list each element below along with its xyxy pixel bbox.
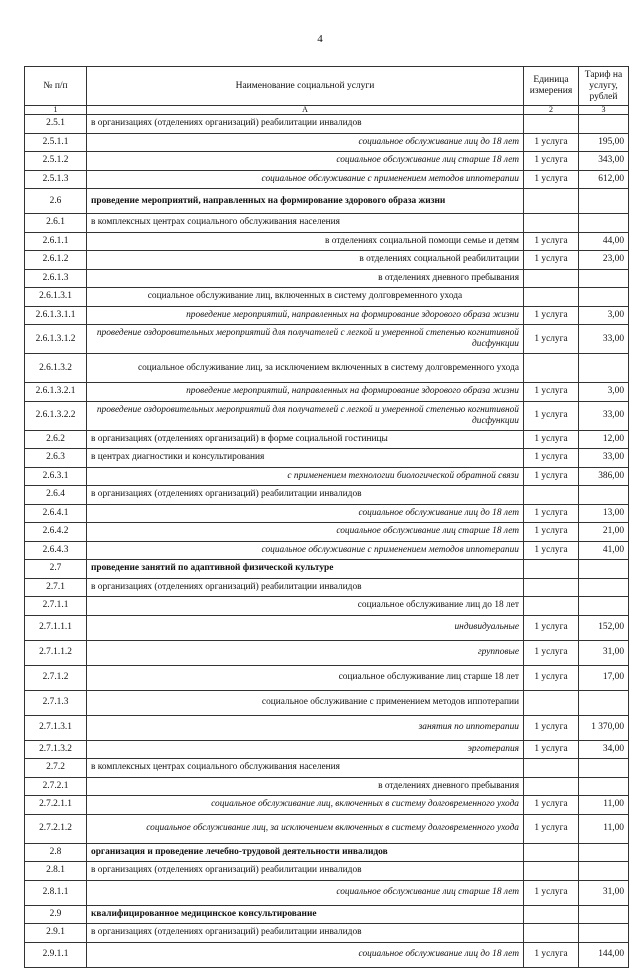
row-unit: 1 услуга (524, 814, 579, 843)
row-unit: 1 услуга (524, 467, 579, 486)
row-number: 2.6.1.3 (25, 269, 87, 288)
row-price (579, 269, 629, 288)
row-price (579, 759, 629, 778)
table-row (25, 288, 629, 307)
row-service-name: социальное обслуживание лиц старше 18 лет (87, 665, 524, 690)
row-service-name: квалифицированное медицинское консультирование (87, 905, 524, 924)
row-unit (524, 189, 579, 214)
row-price: 31,00 (579, 640, 629, 665)
row-unit: 1 услуга (524, 880, 579, 905)
row-unit: 1 услуга (524, 541, 579, 560)
row-unit: 1 услуга (524, 133, 579, 152)
table-row (25, 597, 629, 616)
row-price (579, 597, 629, 616)
row-unit (524, 905, 579, 924)
page-number: 4 (317, 33, 323, 45)
row-number: 2.6.1.2 (25, 251, 87, 270)
row-service-name: в комплексных центрах социального обслуживания населения (87, 759, 524, 778)
table-row (25, 777, 629, 796)
row-price: 3,00 (579, 306, 629, 325)
index-cell: 3 (579, 106, 629, 115)
table-row (25, 115, 629, 134)
header-price: Тариф на услугу, рублей (579, 67, 629, 106)
row-number: 2.8.1 (25, 862, 87, 881)
row-unit: 1 услуга (524, 640, 579, 665)
row-number: 2.7.2.1 (25, 777, 87, 796)
row-number: 2.6 (25, 189, 87, 214)
table-row (25, 401, 629, 430)
row-price: 144,00 (579, 942, 629, 967)
row-number: 2.7.1.3.2 (25, 740, 87, 759)
table-row (25, 430, 629, 449)
row-number: 2.9.1 (25, 924, 87, 943)
row-number: 2.7.1.3 (25, 690, 87, 715)
table-row (25, 354, 629, 383)
table-row (25, 560, 629, 579)
row-service-name: социальное обслуживание лиц, за исключением включенных в систему долговременного ухода (87, 354, 524, 383)
row-service-name: в отделениях дневного пребывания (87, 777, 524, 796)
row-price (579, 214, 629, 233)
row-number: 2.7.1 (25, 578, 87, 597)
table-row (25, 740, 629, 759)
index-cell: А (87, 106, 524, 115)
row-price: 21,00 (579, 523, 629, 542)
row-number: 2.6.2 (25, 430, 87, 449)
row-price (579, 486, 629, 505)
row-price: 11,00 (579, 814, 629, 843)
row-unit (524, 777, 579, 796)
header-num: № п/п (25, 67, 87, 106)
row-number: 2.6.1.3.2.1 (25, 383, 87, 402)
row-unit (524, 843, 579, 862)
row-unit: 1 услуга (524, 383, 579, 402)
table-row (25, 715, 629, 740)
tariff-table-body (25, 67, 629, 968)
row-number: 2.7.1.1 (25, 597, 87, 616)
row-unit: 1 услуга (524, 504, 579, 523)
table-row (25, 862, 629, 881)
row-unit: 1 услуга (524, 942, 579, 967)
table-row (25, 541, 629, 560)
row-service-name: проведение мероприятий, направленных на формирование здорового образа жизни (87, 383, 524, 402)
row-number: 2.6.1.3.2.2 (25, 401, 87, 430)
row-price: 33,00 (579, 325, 629, 354)
row-number: 2.5.1.2 (25, 152, 87, 171)
row-unit (524, 214, 579, 233)
row-unit (524, 924, 579, 943)
table-row (25, 843, 629, 862)
index-cell: 1 (25, 106, 87, 115)
row-service-name: в организациях (отделениях организаций) реабилитации инвалидов (87, 486, 524, 505)
row-unit: 1 услуга (524, 325, 579, 354)
index-cell: 2 (524, 106, 579, 115)
row-price: 44,00 (579, 232, 629, 251)
table-row (25, 232, 629, 251)
row-service-name: социальное обслуживание с применением методов иппотерапии (87, 170, 524, 189)
row-service-name: социальное обслуживание лиц до 18 лет (87, 504, 524, 523)
row-unit (524, 115, 579, 134)
row-price: 34,00 (579, 740, 629, 759)
row-service-name: проведение занятий по адаптивной физической культуре (87, 560, 524, 579)
table-row (25, 214, 629, 233)
row-price: 33,00 (579, 449, 629, 468)
row-unit (524, 690, 579, 715)
row-price (579, 905, 629, 924)
row-service-name: в организациях (отделениях организаций) реабилитации инвалидов (87, 115, 524, 134)
table-row (25, 640, 629, 665)
row-number: 2.6.1 (25, 214, 87, 233)
table-row (25, 578, 629, 597)
row-service-name: в отделениях дневного пребывания (87, 269, 524, 288)
row-price: 17,00 (579, 665, 629, 690)
table-row (25, 306, 629, 325)
row-number: 2.6.1.3.1 (25, 288, 87, 307)
row-service-name: социальное обслуживание лиц, за исключением включенных в систему долговременного ухода (87, 814, 524, 843)
row-number: 2.6.1.3.2 (25, 354, 87, 383)
row-service-name: социальное обслуживание лиц старше 18 лет (87, 880, 524, 905)
row-service-name: в комплексных центрах социального обслуживания населения (87, 214, 524, 233)
row-number: 2.5.1.1 (25, 133, 87, 152)
row-unit (524, 354, 579, 383)
row-service-name: социальное обслуживание лиц до 18 лет (87, 133, 524, 152)
table-row (25, 759, 629, 778)
row-price: 343,00 (579, 152, 629, 171)
row-price: 31,00 (579, 880, 629, 905)
tariff-table (24, 66, 629, 968)
row-unit: 1 услуга (524, 615, 579, 640)
row-unit: 1 услуга (524, 449, 579, 468)
row-service-name: проведение оздоровительных мероприятий для получателей с легкой и умеренной степенью когнитивной дисфункции (87, 401, 524, 430)
row-unit (524, 862, 579, 881)
row-number: 2.6.4.2 (25, 523, 87, 542)
row-number: 2.7.1.2 (25, 665, 87, 690)
table-index-row (25, 106, 629, 115)
table-row (25, 170, 629, 189)
row-price (579, 560, 629, 579)
row-service-name: социальное обслуживание с применением методов иппотерапии (87, 541, 524, 560)
row-unit: 1 услуга (524, 665, 579, 690)
row-price: 13,00 (579, 504, 629, 523)
row-service-name: в организациях (отделениях организаций) реабилитации инвалидов (87, 862, 524, 881)
table-row (25, 325, 629, 354)
table-row (25, 133, 629, 152)
row-service-name: социальное обслуживание лиц старше 18 лет (87, 152, 524, 171)
row-price: 152,00 (579, 615, 629, 640)
row-number: 2.6.3.1 (25, 467, 87, 486)
row-number: 2.8 (25, 843, 87, 862)
row-price (579, 189, 629, 214)
row-unit: 1 услуга (524, 401, 579, 430)
row-unit (524, 560, 579, 579)
row-price: 612,00 (579, 170, 629, 189)
row-unit: 1 услуга (524, 152, 579, 171)
table-row (25, 152, 629, 171)
row-service-name: групповые (87, 640, 524, 665)
row-price (579, 924, 629, 943)
row-service-name: занятия по иппотерапии (87, 715, 524, 740)
row-service-name: проведение оздоровительных мероприятий для получателей с легкой и умеренной степенью когнитивной дисфункции (87, 325, 524, 354)
row-price (579, 690, 629, 715)
row-price (579, 288, 629, 307)
row-price: 195,00 (579, 133, 629, 152)
row-service-name: социальное обслуживание лиц, включенных в систему долговременного ухода (87, 796, 524, 815)
row-price: 33,00 (579, 401, 629, 430)
row-unit (524, 759, 579, 778)
table-row (25, 615, 629, 640)
row-price (579, 578, 629, 597)
table-row (25, 905, 629, 924)
table-row (25, 467, 629, 486)
row-service-name: в отделениях социальной помощи семье и детям (87, 232, 524, 251)
row-number: 2.6.1.3.1.1 (25, 306, 87, 325)
row-service-name: социальное обслуживание с применением методов иппотерапии (87, 690, 524, 715)
row-number: 2.6.4.3 (25, 541, 87, 560)
row-number: 2.6.1.3.1.2 (25, 325, 87, 354)
row-service-name: в организациях (отделениях организаций) реабилитации инвалидов (87, 578, 524, 597)
row-service-name: в центрах диагностики и консультирования (87, 449, 524, 468)
row-price (579, 115, 629, 134)
row-price (579, 777, 629, 796)
row-unit: 1 услуга (524, 715, 579, 740)
header-name: Наименование социальной услуги (87, 67, 524, 106)
row-number: 2.6.1.1 (25, 232, 87, 251)
table-row (25, 665, 629, 690)
row-service-name: с применением технологии биологической обратной связи (87, 467, 524, 486)
row-number: 2.6.4.1 (25, 504, 87, 523)
row-number: 2.6.4 (25, 486, 87, 505)
row-service-name: в организациях (отделениях организаций) в форме социальной гостиницы (87, 430, 524, 449)
row-unit (524, 578, 579, 597)
table-row (25, 880, 629, 905)
row-number: 2.9.1.1 (25, 942, 87, 967)
row-unit: 1 услуга (524, 430, 579, 449)
row-number: 2.8.1.1 (25, 880, 87, 905)
row-price: 23,00 (579, 251, 629, 270)
row-number: 2.7.2.1.2 (25, 814, 87, 843)
row-service-name: в организациях (отделениях организаций) реабилитации инвалидов (87, 924, 524, 943)
row-price (579, 843, 629, 862)
row-number: 2.9 (25, 905, 87, 924)
row-unit (524, 597, 579, 616)
row-price: 1 370,00 (579, 715, 629, 740)
row-service-name: индивидуальные (87, 615, 524, 640)
row-price: 12,00 (579, 430, 629, 449)
row-service-name: организация и проведение лечебно-трудовой деятельности инвалидов (87, 843, 524, 862)
table-row (25, 269, 629, 288)
row-service-name: проведение мероприятий, направленных на формирование здорового образа жизни (87, 189, 524, 214)
row-number: 2.5.1.3 (25, 170, 87, 189)
row-number: 2.7 (25, 560, 87, 579)
table-row (25, 189, 629, 214)
row-price: 41,00 (579, 541, 629, 560)
row-unit: 1 услуга (524, 306, 579, 325)
header-unit: Единица измерения (524, 67, 579, 106)
table-row (25, 796, 629, 815)
table-row (25, 924, 629, 943)
row-unit: 1 услуга (524, 523, 579, 542)
row-unit (524, 486, 579, 505)
row-unit (524, 288, 579, 307)
row-service-name: социальное обслуживание лиц до 18 лет (87, 597, 524, 616)
table-row (25, 814, 629, 843)
table-row (25, 251, 629, 270)
row-price (579, 862, 629, 881)
table-row (25, 486, 629, 505)
row-service-name: социальное обслуживание лиц старше 18 лет (87, 523, 524, 542)
row-service-name: эрготерапия (87, 740, 524, 759)
table-row (25, 449, 629, 468)
row-unit: 1 услуга (524, 232, 579, 251)
table-header-row (25, 67, 629, 106)
row-price: 11,00 (579, 796, 629, 815)
row-service-name: в отделениях социальной реабилитации (87, 251, 524, 270)
row-number: 2.7.2 (25, 759, 87, 778)
row-unit: 1 услуга (524, 251, 579, 270)
row-number: 2.7.1.1.1 (25, 615, 87, 640)
table-row (25, 690, 629, 715)
row-unit: 1 услуга (524, 740, 579, 759)
row-number: 2.7.1.3.1 (25, 715, 87, 740)
row-service-name: социальное обслуживание лиц, включенных в систему долговременного ухода (87, 288, 524, 307)
row-number: 2.5.1 (25, 115, 87, 134)
row-unit (524, 269, 579, 288)
row-number: 2.7.1.1.2 (25, 640, 87, 665)
row-service-name: проведение мероприятий, направленных на формирование здорового образа жизни (87, 306, 524, 325)
table-row (25, 504, 629, 523)
row-unit: 1 услуга (524, 796, 579, 815)
table-row (25, 523, 629, 542)
table-row (25, 383, 629, 402)
row-number: 2.7.2.1.1 (25, 796, 87, 815)
row-number: 2.6.3 (25, 449, 87, 468)
row-unit: 1 услуга (524, 170, 579, 189)
row-price: 386,00 (579, 467, 629, 486)
row-service-name: социальное обслуживание лиц до 18 лет (87, 942, 524, 967)
row-price (579, 354, 629, 383)
table-row (25, 942, 629, 967)
row-price: 3,00 (579, 383, 629, 402)
